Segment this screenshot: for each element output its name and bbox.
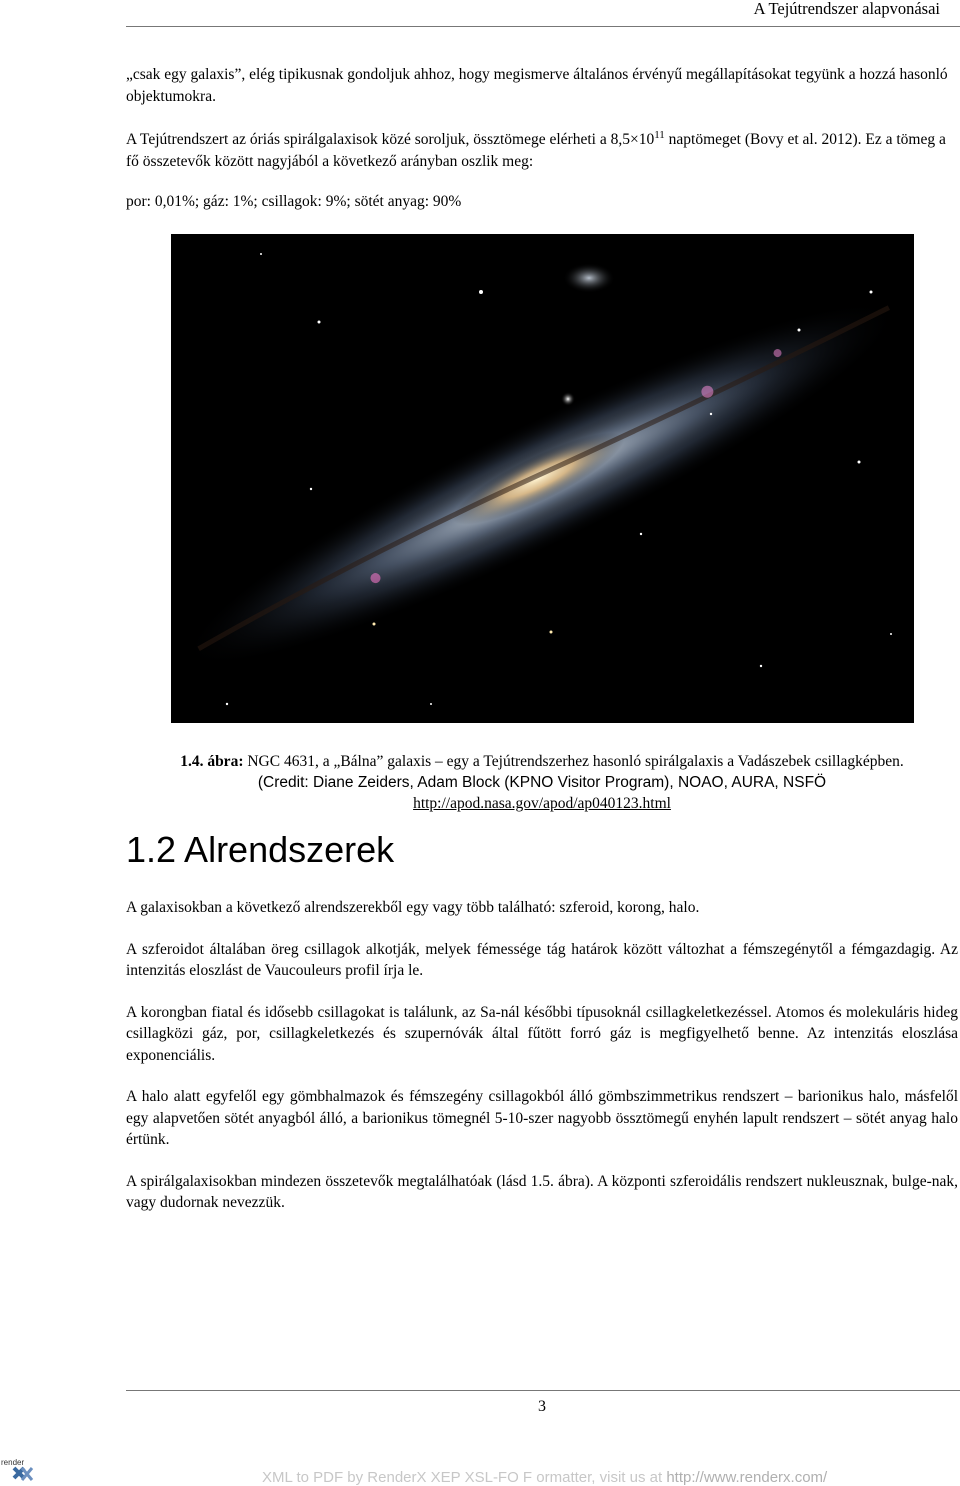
credit-line: (Credit: Diane Zeiders, Adam Block (KPNO Visitor Program), NOAO, AURA, NSFÖ	[257, 774, 827, 791]
running-title: A Tejútrendszer alapvonásai	[753, 0, 940, 18]
section-paragraph-3: A korongban fiatal és idősebb csillagokat is találunk, az Sa-nál későbbi típusoknál csillagkeletkezéssel. Atomos és molekuláris hideg csillagközi gáz, por, csillagkeletkezés és szupernóvák által fűtött forró gáz is megfigyelhető benne. Az intenzitás eloszlása exponenciális.	[126, 1003, 958, 1064]
section-paragraph-4: A halo alatt egyfelől egy gömbhalmazok és fémszegény csillagokból álló gömbszimmetrikus rendszert – barionikus halo, másfelől egy alapvetően sötét anyagból álló, a barionikus tömegnél 5-10-szer nagyobb össztömegű enyhén lapult rendszert – sötét anyag halo értünk.	[126, 1088, 958, 1148]
section-title: 1.2 Alrendszerek	[126, 829, 395, 870]
galaxy-photo-svg	[171, 234, 914, 723]
mass-distribution: por: 0,01%; gáz: 1%; csillagok: 9%; sötét anyag: 90%	[126, 193, 462, 210]
intro-paragraph-2	[126, 129, 958, 172]
apod-link[interactable]: http://apod.nasa.gov/apod/ap040123.html	[413, 795, 671, 812]
renderx-text: XML to PDF by RenderX XEP XSL-FO F ormatter, visit us at	[262, 1469, 667, 1486]
renderx-url[interactable]: http://www.renderx.com/	[666, 1469, 828, 1486]
intro-paragraph-1: „csak egy galaxis”, elég tipikusnak gondoljuk ahhoz, hogy megismerve általános érvényű megállapításokat tegyünk a hozzá hasonló objektumokra.	[126, 66, 948, 105]
caption-line	[126, 751, 958, 772]
mass-exponent: 11	[654, 129, 665, 141]
renderx-watermark	[262, 1469, 827, 1486]
section-paragraph-5: A spirálgalaxisokban mindezen összetevők megtalálhatóak (lásd 1.5. ábra). A központi szferoidális rendszert nukleusznak, bulge-nak, vagy dudornak nevezzük.	[126, 1172, 958, 1211]
caption-text: NGC 4631, a „Bálna” galaxis – egy a Tejútrendszerhez hasonló spirálgalaxis a Vadászebek csillagképben.	[243, 753, 904, 770]
figure-label: 1.4. ábra:	[180, 753, 244, 770]
running-header	[126, 0, 960, 27]
page-number: 3	[538, 1398, 546, 1415]
mass-text-after: naptömeget (Bovy et al. 2012). Ez a tömeg a fő összetevők között nagyjából a következő arányban oszlik meg:	[126, 131, 946, 170]
mass-text-before: A Tejútrendszert az óriás spirálgalaxisok közé soroljuk, össztömege elérheti a 8,5×10	[126, 131, 655, 148]
renderx-logo-text: render	[1, 1458, 25, 1467]
section-paragraph-1: A galaxisokban a következő alrendszerekből egy vagy több található: szferoid, korong, halo.	[126, 899, 700, 916]
galaxy-image	[171, 234, 914, 723]
figure-caption	[126, 751, 958, 814]
section-body	[126, 897, 958, 1234]
footer-rule	[126, 1390, 960, 1391]
section-paragraph-2: A szferoidot általában öreg csillagok alkotják, melyek fémessége tág határok között változhat a fémszegénytől a fémgazdagig. Az intenzitás eloszlást de Vaucouleurs profil írja le.	[126, 940, 958, 979]
renderx-logo-icon	[0, 1456, 40, 1486]
intro-text	[126, 64, 958, 213]
